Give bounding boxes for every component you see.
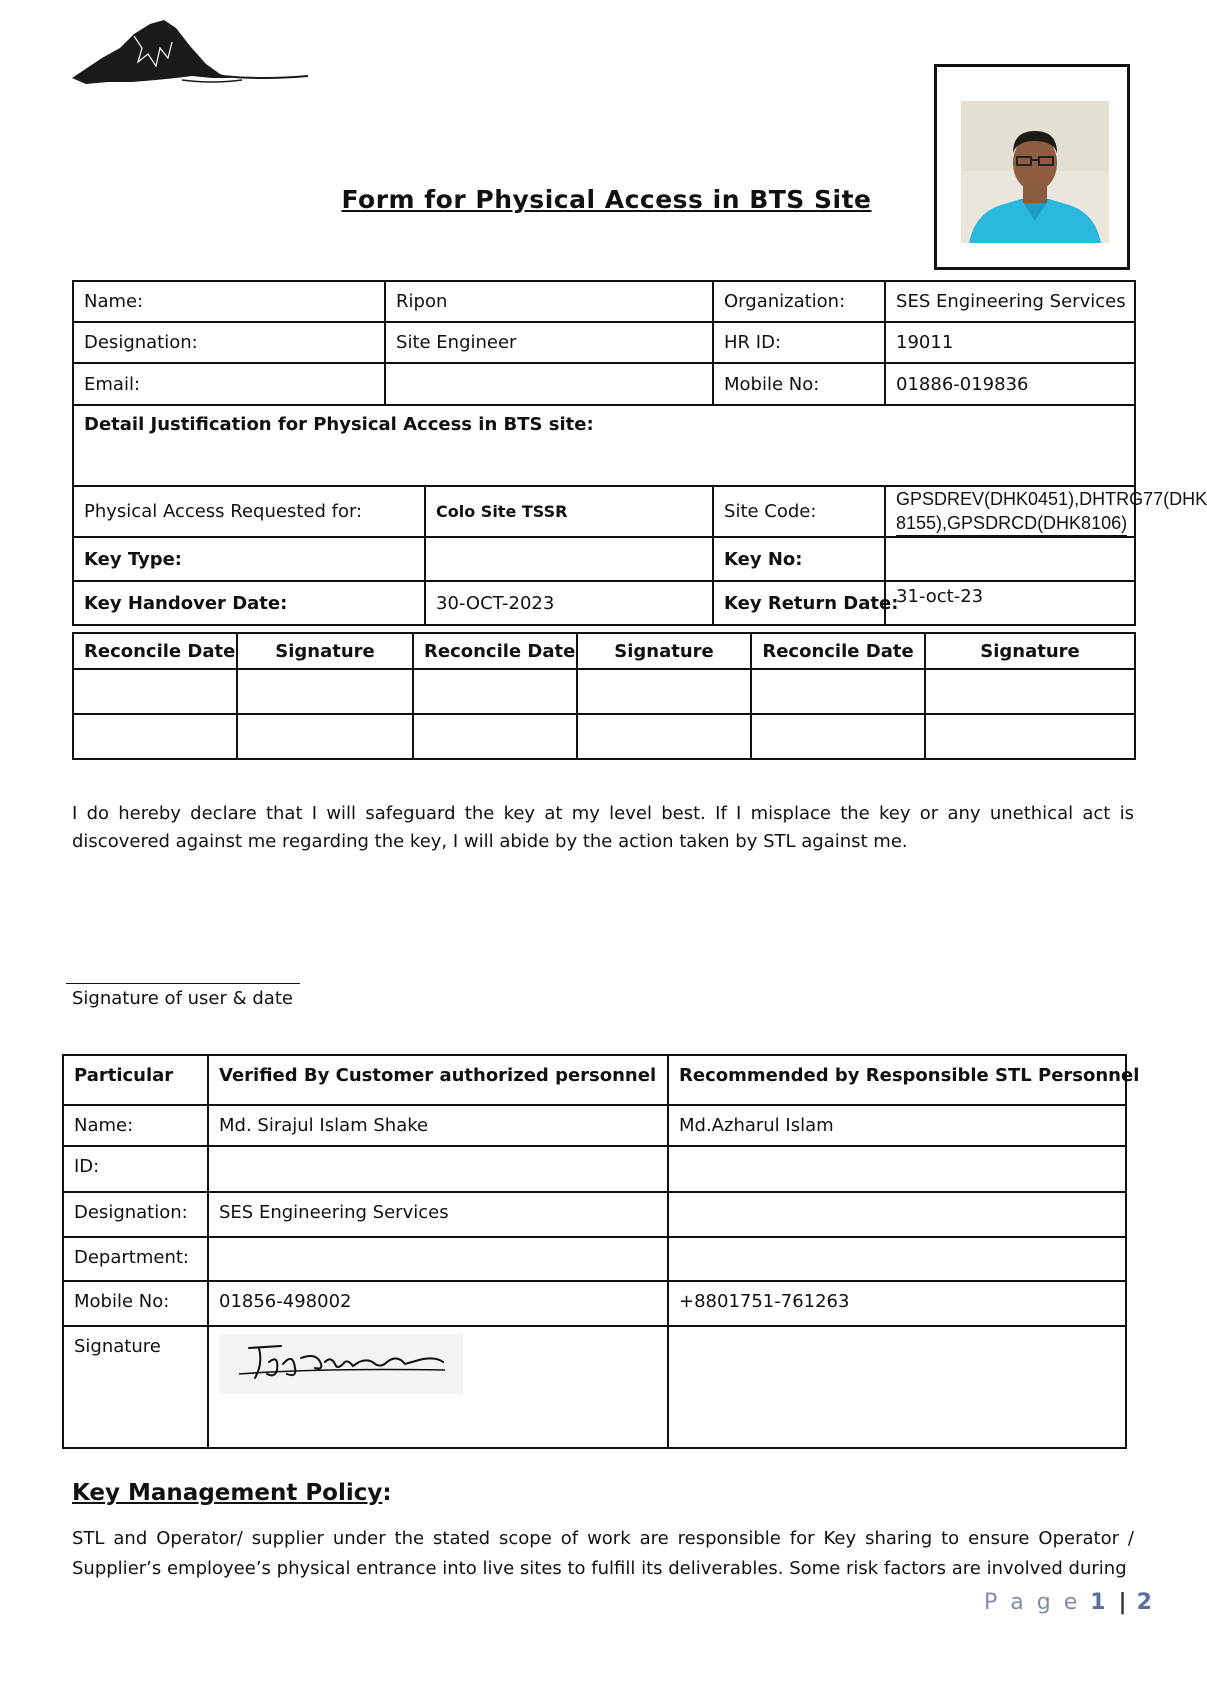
verification-row [63,1237,1126,1281]
verification-signature-row [63,1326,1126,1448]
designation-label: Designation: [73,322,385,363]
row-label: Mobile No: [63,1281,208,1326]
reconcile-cell[interactable] [751,714,925,759]
reconcile-header-row [73,633,1135,669]
mobile-label: Mobile No: [713,363,885,405]
verification-header: Verified By Customer authorized personnel [208,1055,668,1105]
key-no-value[interactable] [885,537,1135,581]
customer-value: 01856-498002 [208,1281,668,1326]
signature-of-user-label: Signature of user & date [72,988,293,1009]
page-separator: | [1118,1590,1127,1615]
organization-label: Organization: [713,281,885,322]
site-code-line-2: 8155),GPSDRCD(DHK8106) [896,511,1127,536]
mobile-value: 01886-019836 [885,363,1135,405]
policy-heading: Key Management Policy: [72,1480,392,1506]
name-label: Name: [73,281,385,322]
reconcile-cell[interactable] [577,669,751,714]
verification-row [63,1146,1126,1192]
email-label: Email: [73,363,385,405]
reconcile-header: Signature [237,633,413,669]
reconcile-cell[interactable] [73,669,237,714]
stl-value[interactable] [668,1192,1126,1237]
hrid-value: 19011 [885,322,1135,363]
verification-header: Recommended by Responsible STL Personnel [668,1055,1126,1105]
handover-value: 30-OCT-2023 [425,581,713,625]
form-row-justification [73,405,1135,486]
justification-label: Detail Justification for Physical Access in BTS site: [73,405,1135,486]
reconcile-header: Signature [577,633,751,669]
reconcile-cell[interactable] [751,669,925,714]
handover-label: Key Handover Date: [73,581,425,625]
row-label: Name: [63,1105,208,1146]
customer-value: SES Engineering Services [208,1192,668,1237]
verification-header: Particular [63,1055,208,1105]
reconcile-cell[interactable] [925,714,1135,759]
reconcile-header: Signature [925,633,1135,669]
declaration-text: I do hereby declare that I will safeguard the key at my level best. If I misplace the key or any unethical act is discovered against me regarding the key, I will abide by the action taken by STL against me. [72,803,1134,852]
return-label: Key Return Date: [713,581,885,625]
reconcile-cell[interactable] [925,669,1135,714]
reconcile-cell[interactable] [413,714,577,759]
return-value: 31-oct-23 [885,581,1135,625]
reconcile-cell[interactable] [73,714,237,759]
key-type-value[interactable] [425,537,713,581]
customer-value: Md. Sirajul Islam Shake [208,1105,668,1146]
applicant-photo-frame [934,64,1130,270]
name-value: Ripon [385,281,713,322]
key-no-label: Key No: [713,537,885,581]
access-for-label: Physical Access Requested for: [73,486,425,537]
reconcile-cell[interactable] [577,714,751,759]
verification-header-row [63,1055,1126,1105]
reconcile-cell[interactable] [237,714,413,759]
hrid-label: HR ID: [713,322,885,363]
customer-signature-cell [208,1326,668,1448]
reconcile-header: Reconcile Date [73,633,237,669]
page-title: Form for Physical Access in BTS Site [341,185,872,214]
stl-value: Md.Azharul Islam [668,1105,1126,1146]
form-row-key-type [73,537,1135,581]
key-type-label: Key Type: [73,537,425,581]
policy-text: STL and Operator/ supplier under the stated scope of work are responsible for Key sharing to ensure Operator / Supplier’s employee’s physical entrance into live sites to fulfill its deliverables. Some risk factors are involved during [72,1528,1134,1579]
reconcile-cell[interactable] [237,669,413,714]
signature-line [66,983,300,984]
reconcile-header: Reconcile Date [413,633,577,669]
row-label: Designation: [63,1192,208,1237]
signature-row-label: Signature [63,1326,208,1448]
site-code-line-1: GPSDREV(DHK0451),DHTRG77(DHK [896,489,1207,509]
form-row-name [73,281,1135,322]
access-for-value: Colo Site TSSR [425,486,713,537]
verification-row [63,1105,1126,1146]
reconcile-row [73,669,1135,714]
reconcile-cell[interactable] [413,669,577,714]
company-logo [72,18,308,92]
row-label: ID: [63,1146,208,1192]
site-code-label: Site Code: [713,486,885,537]
reconcile-header: Reconcile Date [751,633,925,669]
stl-value[interactable] [668,1237,1126,1281]
customer-value[interactable] [208,1146,668,1192]
stl-value: +8801751-761263 [668,1281,1126,1326]
row-label: Department: [63,1237,208,1281]
verification-row [63,1192,1126,1237]
reconcile-row [73,714,1135,759]
access-form-table [72,280,1207,626]
page-label: P a g e [984,1590,1081,1615]
form-row-access-for [73,486,1135,537]
designation-value: Site Engineer [385,322,713,363]
email-value[interactable] [385,363,713,405]
page-number [984,1590,1155,1615]
organization-value: SES Engineering Services [885,281,1135,322]
verification-row [63,1281,1126,1326]
customer-value[interactable] [208,1237,668,1281]
form-row-designation [73,322,1135,363]
stl-signature-cell[interactable] [668,1326,1126,1448]
stl-value[interactable] [668,1146,1126,1192]
form-row-email [73,363,1135,405]
reconcile-table [72,632,1136,760]
applicant-photo [961,101,1109,243]
site-code-value [885,486,1207,537]
verification-table [62,1054,1140,1449]
page-total: 2 [1136,1590,1155,1615]
customer-signature-image [219,1334,463,1394]
form-row-handover [73,581,1135,625]
page-current: 1 [1090,1590,1109,1615]
